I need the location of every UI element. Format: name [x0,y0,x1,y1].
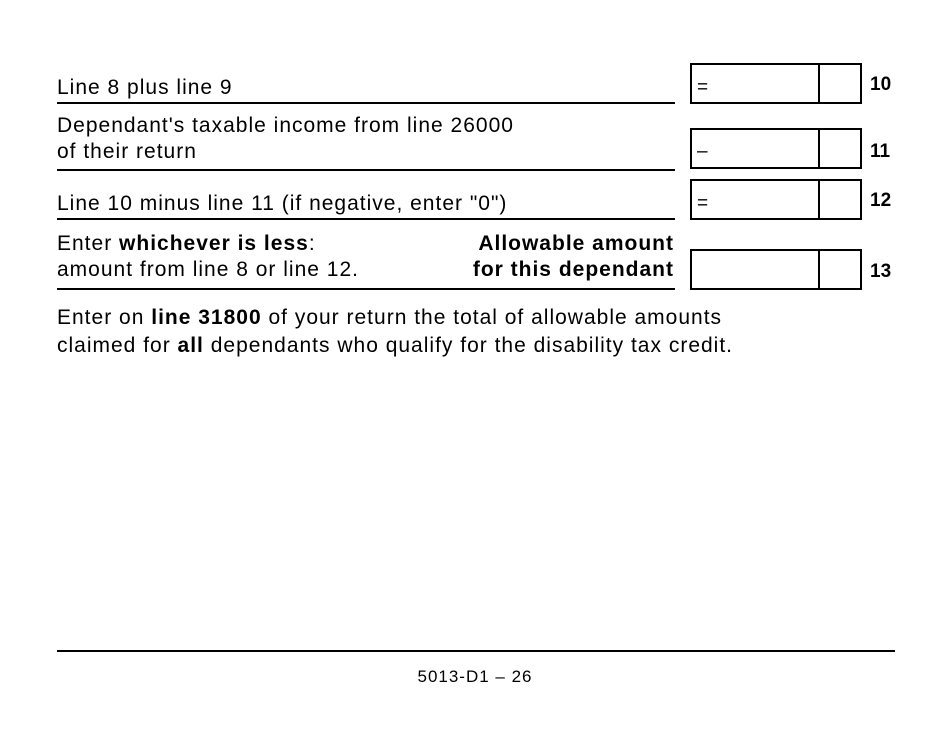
line-12-operator: = [697,193,709,214]
line-11-operator: – [697,141,708,162]
line-10-cents-divider [818,65,820,102]
line-11-label-line2: of their return [57,140,197,163]
line-13-label [57,231,359,283]
line-10-amount-field[interactable] [690,63,862,104]
line-12-number: 12 [870,190,892,211]
line-13-number: 13 [870,261,892,282]
line-13-amount-field[interactable] [690,249,862,290]
line-13-cents-divider [818,251,820,288]
note-part3: claimed for [57,334,178,357]
line-13-rule [57,288,675,290]
line-13-label-prefix: Enter [57,232,120,255]
line-11-cents-divider [818,130,820,167]
allowable-amount-label [473,231,674,283]
line-12-rule [57,218,675,220]
note-bold2: all [177,334,204,357]
line-10-number: 10 [870,74,892,95]
line-10-label: Line 8 plus line 9 [57,76,233,99]
line-12-amount-field[interactable] [690,179,862,220]
allowable-amount-label-line1: Allowable amount [478,232,674,255]
line-13-label-line2: amount from line 8 or line 12. [57,258,359,281]
line-11-number: 11 [870,141,891,162]
page-number: 5013-D1 – 26 [417,667,533,686]
line-11-label-line1: Dependant's taxable income from line 26000 [57,114,514,137]
instruction-note [57,304,733,360]
line-11-label [57,113,514,165]
line-12-cents-divider [818,181,820,218]
line-10-rule [57,102,675,104]
line-11-amount-field[interactable] [690,128,862,169]
note-part4: dependants who qualify for the disability tax credit. [203,334,734,357]
line-10-operator: = [697,77,709,98]
line-13-label-suffix: : [308,232,316,255]
line-13-label-bold: whichever is less [119,232,309,255]
line-12-label: Line 10 minus line 11 (if negative, enter "0") [57,192,508,215]
note-part1: Enter on [57,306,152,329]
note-bold1: line 31800 [151,306,262,329]
allowable-amount-label-line2: for this dependant [472,258,674,281]
line-11-rule [57,169,675,171]
footer-rule [57,650,895,652]
note-part2: of your return the total of allowable amounts [261,306,723,329]
